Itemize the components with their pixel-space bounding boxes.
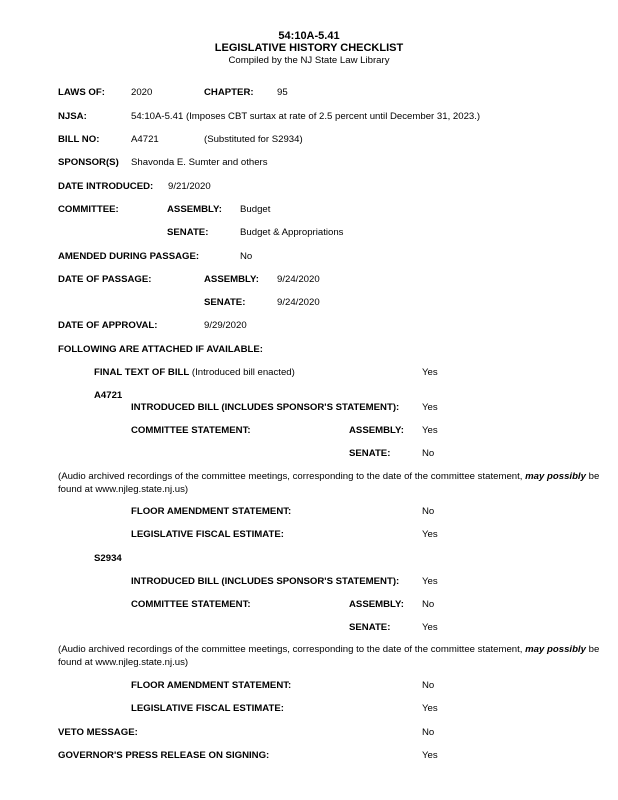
final-text-label: FINAL TEXT OF BILL bbox=[94, 367, 190, 378]
approval-row bbox=[0, 319, 618, 333]
a4721-floor-label: FLOOR AMENDMENT STATEMENT: bbox=[131, 506, 292, 517]
a4721-committee-senate-row bbox=[0, 447, 618, 461]
s2934-introduced-value: Yes bbox=[422, 576, 438, 587]
final-text-note: (Introduced bill enacted) bbox=[191, 367, 295, 378]
chapter-value: 95 bbox=[277, 87, 288, 98]
a4721-audio-note-emphasis: may possibly bbox=[525, 471, 586, 482]
laws-of-row bbox=[0, 86, 618, 100]
approval-value: 9/29/2020 bbox=[204, 320, 247, 331]
passage-senate-label: SENATE: bbox=[204, 297, 246, 308]
laws-of-value: 2020 bbox=[131, 87, 153, 98]
statute-heading: 54:10A-5.41 bbox=[278, 30, 340, 42]
a4721-assembly-label: ASSEMBLY: bbox=[349, 425, 404, 436]
a4721-audio-note-part2: be found at www.njleg.state.nj.us) bbox=[58, 471, 600, 495]
bill-no-row bbox=[0, 133, 618, 147]
s2934-introduced-row bbox=[0, 575, 618, 589]
committee-assembly-value: Budget bbox=[240, 204, 271, 215]
veto-row bbox=[0, 726, 618, 740]
attached-heading-row bbox=[0, 343, 618, 357]
passage-senate-row bbox=[0, 296, 618, 310]
s2934-committee-assembly-row bbox=[0, 598, 618, 612]
committee-label: COMMITTEE: bbox=[58, 204, 119, 215]
date-introduced-label: DATE INTRODUCED: bbox=[58, 181, 154, 192]
a4721-fiscal-label: LEGISLATIVE FISCAL ESTIMATE: bbox=[131, 529, 284, 540]
s2934-audio-note-part1: (Audio archived recordings of the committee meetings, corresponding to the date of the committee statement, bbox=[58, 644, 526, 655]
amended-label: AMENDED DURING PASSAGE: bbox=[58, 251, 200, 262]
s2934-assembly-label: ASSEMBLY: bbox=[349, 599, 404, 610]
passage-assembly-label: ASSEMBLY: bbox=[204, 274, 259, 285]
veto-value: No bbox=[422, 727, 435, 738]
sponsors-row bbox=[0, 156, 618, 170]
s2934-floor-value: No bbox=[422, 680, 435, 691]
sponsors-label: SPONSOR(S) bbox=[58, 157, 119, 168]
chapter-label: CHAPTER: bbox=[204, 87, 254, 98]
s2934-committee-senate-row bbox=[0, 621, 618, 635]
amended-value: No bbox=[240, 251, 253, 262]
a4721-fiscal-row bbox=[0, 528, 618, 542]
a4721-introduced-value: Yes bbox=[422, 402, 438, 413]
a4721-committee-assembly-row bbox=[0, 424, 618, 438]
njsa-row bbox=[0, 110, 618, 124]
committee-assembly-row bbox=[0, 203, 618, 217]
s2934-fiscal-label: LEGISLATIVE FISCAL ESTIMATE: bbox=[131, 703, 284, 714]
press-release-label: GOVERNOR'S PRESS RELEASE ON SIGNING: bbox=[58, 750, 270, 761]
bill-no-label: BILL NO: bbox=[58, 134, 100, 145]
final-text-label-group bbox=[94, 366, 295, 380]
s2934-heading-row bbox=[0, 552, 618, 566]
passage-assembly-row bbox=[0, 273, 618, 287]
s2934-senate-value: Yes bbox=[422, 622, 438, 633]
s2934-audio-note-part2: be found at www.njleg.state.nj.us) bbox=[58, 644, 600, 668]
passage-senate-value: 9/24/2020 bbox=[277, 297, 320, 308]
bill-no-value: A4721 bbox=[131, 134, 159, 145]
s2934-heading: S2934 bbox=[94, 553, 122, 564]
compiled-by: Compiled by the NJ State Law Library bbox=[228, 55, 390, 66]
a4721-introduced-row bbox=[0, 401, 618, 415]
njsa-value: 54:10A-5.41 (Imposes CBT surtax at rate of 2.5 percent until December 31, 2023.) bbox=[131, 111, 481, 122]
attached-heading: FOLLOWING ARE ATTACHED IF AVAILABLE: bbox=[58, 344, 263, 355]
a4721-committee-label: COMMITTEE STATEMENT: bbox=[131, 425, 251, 436]
s2934-introduced-label: INTRODUCED BILL (INCLUDES SPONSOR'S STATEMENT): bbox=[131, 576, 400, 587]
a4721-fiscal-value: Yes bbox=[422, 529, 438, 540]
final-text-row bbox=[0, 366, 618, 380]
s2934-committee-label: COMMITTEE STATEMENT: bbox=[131, 599, 251, 610]
committee-senate-row bbox=[0, 226, 618, 240]
veto-label: VETO MESSAGE: bbox=[58, 727, 138, 738]
laws-of-label: LAWS OF: bbox=[58, 87, 105, 98]
committee-assembly-label: ASSEMBLY: bbox=[167, 204, 222, 215]
s2934-fiscal-row bbox=[0, 702, 618, 716]
press-release-value: Yes bbox=[422, 750, 438, 761]
document-title: LEGISLATIVE HISTORY CHECKLIST bbox=[214, 42, 404, 54]
committee-senate-value: Budget & Appropriations bbox=[240, 227, 344, 238]
approval-label: DATE OF APPROVAL: bbox=[58, 320, 158, 331]
amended-row bbox=[0, 250, 618, 264]
a4721-senate-label: SENATE: bbox=[349, 448, 391, 459]
a4721-audio-note bbox=[58, 471, 606, 496]
s2934-audio-note bbox=[58, 644, 606, 669]
a4721-introduced-label: INTRODUCED BILL (INCLUDES SPONSOR'S STATEMENT): bbox=[131, 402, 400, 413]
s2934-floor-row bbox=[0, 679, 618, 693]
passage-label: DATE OF PASSAGE: bbox=[58, 274, 152, 285]
a4721-assembly-value: Yes bbox=[422, 425, 438, 436]
a4721-senate-value: No bbox=[422, 448, 435, 459]
date-introduced-row bbox=[0, 180, 618, 194]
passage-assembly-value: 9/24/2020 bbox=[277, 274, 320, 285]
s2934-senate-label: SENATE: bbox=[349, 622, 391, 633]
a4721-floor-row bbox=[0, 505, 618, 519]
bill-no-substituted: (Substituted for S2934) bbox=[204, 134, 303, 145]
a4721-floor-value: No bbox=[422, 506, 435, 517]
s2934-floor-label: FLOOR AMENDMENT STATEMENT: bbox=[131, 680, 292, 691]
date-introduced-value: 9/21/2020 bbox=[168, 181, 211, 192]
s2934-fiscal-value: Yes bbox=[422, 703, 438, 714]
a4721-heading: A4721 bbox=[94, 390, 123, 401]
sponsors-value: Shavonda E. Sumter and others bbox=[131, 157, 268, 168]
s2934-audio-note-emphasis: may possibly bbox=[525, 644, 586, 655]
njsa-label: NJSA: bbox=[58, 111, 87, 122]
press-release-row bbox=[0, 749, 618, 763]
s2934-assembly-value: No bbox=[422, 599, 435, 610]
a4721-audio-note-part1: (Audio archived recordings of the committee meetings, corresponding to the date of the committee statement, bbox=[58, 471, 526, 482]
final-text-value: Yes bbox=[422, 367, 438, 378]
committee-senate-label: SENATE: bbox=[167, 227, 209, 238]
